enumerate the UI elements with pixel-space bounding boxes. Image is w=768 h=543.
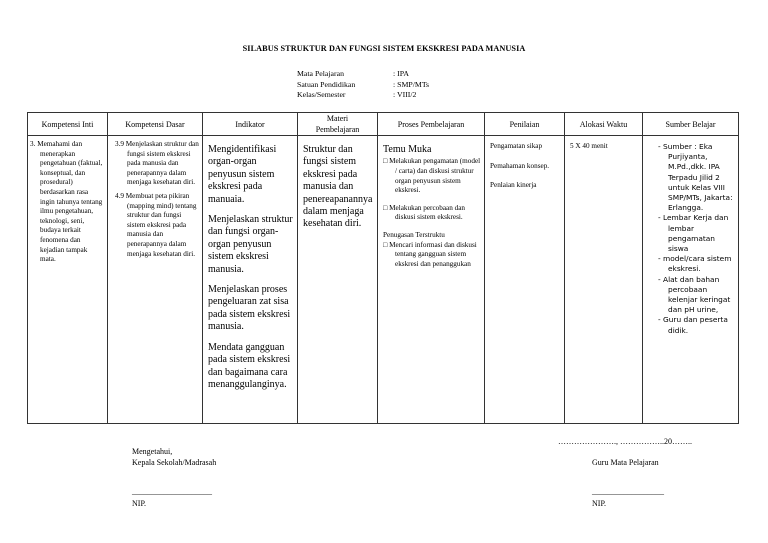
alokasi-text: 5 X 40 menit — [570, 142, 608, 150]
checkbox-icon: □ — [383, 240, 388, 249]
penilaian-item: Pengamatan sikap — [490, 142, 543, 150]
meta-value: : VIII/2 — [393, 90, 417, 99]
indikator-item: Mengidentifikasi organ-organ penyusun sistem ekskresi pada manuaia. — [208, 144, 277, 205]
header-penilaian: Penilaian — [485, 113, 565, 136]
materi-text: Struktur dan fungsi sistem ekskresi pada manusia dan penereapanannya dalam menjaga kesehatan diri. — [303, 144, 373, 230]
meta-key: Satuan Pendidikan — [297, 79, 356, 89]
proses-item-text: Melakukan percobaan dan diskusi sistem ekskresi. — [389, 203, 465, 222]
header-kompetensi-inti: Kompetensi Inti — [28, 113, 108, 136]
proses-item — [383, 241, 481, 270]
subject-info — [297, 69, 429, 101]
meta-key: Kelas/Semester — [297, 90, 346, 99]
meta-row — [297, 80, 429, 91]
proses-item-text: Melakukan pengamatan (model / carta) dan diskusi struktur organ penyusun sistem ekskresi. — [389, 157, 481, 195]
meta-key: Mata Pelajaran — [297, 69, 344, 78]
meta-value: : IPA — [393, 69, 409, 78]
cell-indikator — [203, 136, 298, 424]
header-alokasi: Alokasi Waktu — [565, 113, 643, 136]
cell-materi — [298, 136, 378, 424]
sumber-item: - Guru dan peserta didik. — [658, 315, 728, 335]
proses-item-text: Mencari informasi dan diskusi tentang gangguan sistem ekskresi dan penanggukan — [389, 240, 477, 268]
cell-alokasi — [565, 136, 643, 424]
cell-kd — [108, 136, 203, 424]
header-proses: Proses Pembelajaran — [378, 113, 485, 136]
kd-item: 3.9 Menjelaskan struktur dan fungsi sistem ekskresi pada manusia dan penerapannya dalam menjaga kesehatan diri. — [115, 140, 199, 187]
indikator-item: Mendata gangguan pada sistem ekskresi dan bagaimana cara menanggulanginya. — [208, 341, 291, 390]
penilaian-item: Penlaian kinerja — [490, 181, 537, 190]
signature-left-nip: NIP. — [132, 499, 147, 508]
indikator-item: Menjelaskan proses pengeluaran zat sisa pada sistem ekskresi manusia. — [208, 284, 291, 333]
cell-penilaian — [485, 136, 565, 424]
document-title: SILABUS STRUKTUR DAN FUNGSI SISTEM EKSKRESI PADA MANUSIA — [242, 44, 526, 53]
table-header-row — [28, 113, 739, 136]
header-sumber: Sumber Belajar — [643, 113, 739, 136]
penilaian-item: Pemahaman konsep. — [490, 161, 550, 170]
date-line: …………………., ……………..20…….. — [558, 437, 692, 446]
table-row — [28, 136, 739, 424]
sumber-item: - model/cara sistem ekskresi. — [658, 254, 732, 274]
indikator-item: Menjelaskan struktur dan fungsi organ-organ penyusun sistem ekskresi manusia. — [208, 214, 293, 275]
header-materi: Materi Pembelajaran — [298, 113, 378, 136]
proses-item — [383, 157, 481, 195]
signature-left-line1: Mengetahui, — [132, 447, 173, 456]
header-kompetensi-dasar: Kompetensi Dasar — [108, 113, 203, 136]
signature-left-rule: ____________________ — [132, 487, 212, 496]
cell-proses — [378, 136, 485, 424]
temu-muka-label: Temu Muka — [383, 144, 432, 155]
signature-right-rule: __________________ — [592, 487, 664, 496]
meta-row — [297, 69, 429, 80]
checkbox-icon: □ — [383, 157, 388, 166]
checkbox-icon: □ — [383, 203, 388, 212]
kd-item: 4.9 Membuat peta pikiran (mapping mind) tentang struktur dan fungsi sistem ekskresi pada manusia dan penerapannya dalam menjaga kesehatan diri. — [115, 191, 197, 258]
sumber-item: - Sumber : Eka Purjiyanta, M.Pd.,dkk. IPA Terpadu Jilid 2 untuk Kelas VIII SMP/MTs, Jakarta: Erlangga. — [658, 142, 733, 213]
cell-sumber — [643, 136, 739, 424]
header-indikator: Indikator — [203, 113, 298, 136]
ki-text: 3. Memahami dan menerapkan pengetahuan (faktual, konseptual, dan prosedural) berdasarkan rasa ingin tahunya tentang ilmu pengetahuan, teknologi, seni, budaya terkait fenomena dan kejadian tampak mata. — [30, 140, 103, 264]
proses-item — [383, 204, 481, 223]
signature-right-nip: NIP. — [592, 499, 607, 508]
sumber-item: - Alat dan bahan percobaan kelenjar keringat dan pH urine, — [658, 274, 731, 315]
syllabus-table — [27, 112, 739, 424]
meta-value: : SMP/MTs — [393, 79, 430, 89]
penugasan-label: Penugasan Terstruktu — [383, 230, 445, 239]
signature-right-line1: Guru Mata Pelajaran — [592, 458, 659, 467]
cell-ki — [28, 136, 108, 424]
signature-left-line2: Kepala Sekolah/Madrasah — [132, 458, 217, 467]
meta-row — [297, 90, 429, 101]
sumber-item: - Lembar Kerja dan lembar pengamatan siswa — [658, 213, 729, 254]
